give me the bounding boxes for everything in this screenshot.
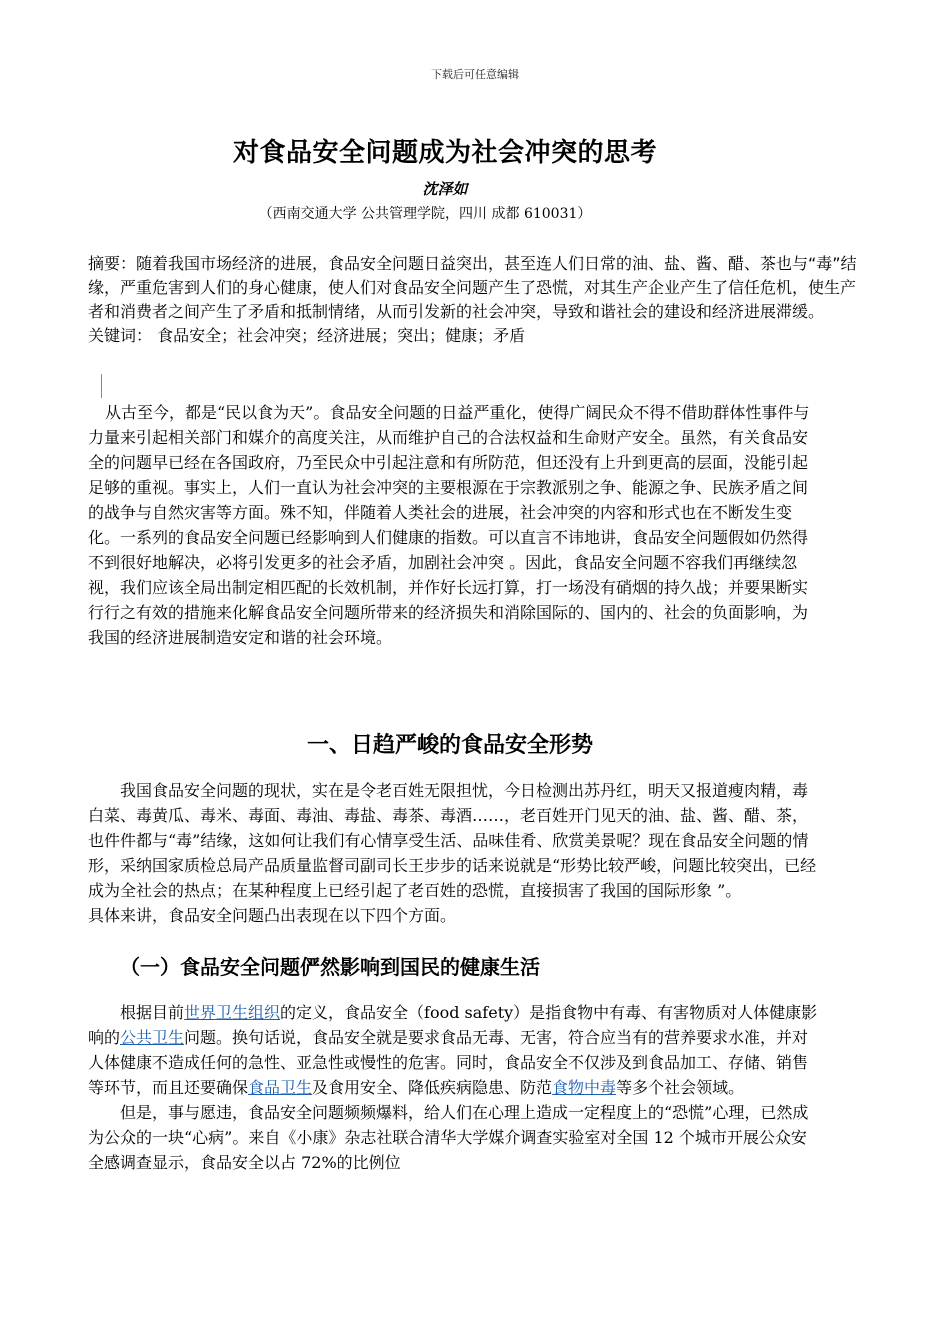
p1-text-1: 根据目前 (120, 1003, 185, 1022)
link-public-health[interactable]: 公共卫生 (120, 1028, 185, 1047)
link-who[interactable]: 世界卫生组织 (184, 1003, 281, 1022)
p1-text-4: 及食用安全、降低疾病隐患、防范 (312, 1078, 553, 1097)
author-affiliation: （西南交通大学 公共管理学院，四川 成都 610031） (258, 206, 592, 222)
text-cursor (101, 374, 102, 398)
subsection-1-paragraph-2: 但是，事与愿违，食品安全问题频频爆料，给人们在心理上造成一定程度上的“恐慌”心理，已然成为公众的一块“心病”。来自《小康》杂志社联合清华大学媒介调查实验室对全国 12 个城市开展公众安全感调查显示，食品安全以占 72%的比例位 (88, 1103, 809, 1172)
intro-paragraph: 从古至今，都是“民以食为天”。食品安全问题的日益严重化，使得广阔民众不得不借助群体性事件与力量来引起相关部门和媒介的高度关注，从而维护自己的合法权益和生命财产安全。虽然，有关食品安全的问题早已经在各国政府，乃至民众中引起注意和有所防范，但还没有上升到更高的层面，没能引起足够的重视。事实上，人们一直认为社会冲突的主要根源在于宗教派别之争、能源之争、民族矛盾之间的战争与自然灾害等方面。殊不知，伴随着人类社会的进展，社会冲突的内容和形式也在不断发生变化。一系列的食品安全问题已经影响到人们健康的指数。可以直言不讳地讲，食品安全问题假如仍然得不到很好地解决，必将引发更多的社会矛盾，加剧社会冲突 。因此，食品安全问题不容我们再继续忽视，我们应该全局出制定相匹配的长效机制，并作好长远打算，打一场没有硝烟的持久战；并要果断实行行之有效的措施来化解食品安全问题所带来的经济损失和消除国际的、国内的、社会的负面影响，为我国的经济进展制造安定和谐的社会环境。 (88, 403, 810, 647)
document-title: 对食品安全问题成为社会冲突的思考 (232, 138, 657, 168)
section-1-paragraph: 我国食品安全问题的现状，实在是令老百姓无限担忧，今日检测出苏丹红，明天又报道瘦肉精，毒白菜、毒黄瓜、毒米、毒面、毒油、毒盐、毒茶、毒酒……，老百姓开门见天的油、盐、酱、醋、茶，也件件都与“毒”结缘，这如何让我们有心情享受生活、品味佳肴、欣赏美景呢？现在食品安全问题的情形，采纳国家质检总局产品质量监督司副司长王步步的话来说就是“形势比较严峻，问题比较突出，已经成为全社会的热点；在某种程度上已经引起了老百姓的恐慌，直接损害了我国的国际形象 ”。 (88, 781, 817, 900)
page-header: 下载后可任意编辑 (431, 68, 519, 81)
subsection-1-body (88, 1000, 818, 1175)
section-heading-1: 一、日趋严峻的食品安全形势 (306, 733, 593, 758)
section-1-paragraph-tail: 具体来讲，食品安全问题凸出表现在以下四个方面。 (88, 906, 457, 925)
subsection-1-paragraph-1 (88, 1000, 818, 1100)
section-1-body (88, 778, 818, 928)
abstract-block (88, 252, 868, 348)
link-food-hygiene[interactable]: 食品卫生 (248, 1078, 313, 1097)
p1-text-5: 等多个社会领域。 (616, 1078, 745, 1097)
author-name: 沈泽如 (422, 180, 468, 198)
p1-text-3: 问题。换句话说，食品安全就是要求食品无毒、无害，符合应当有的营养要求水准，并对人体健康不造成任何的急性、亚急性或慢性的危害。同时，食品安全不仅涉及到食品加工、存储、销售等环节，而且还要确保 (88, 1028, 809, 1097)
subsection-heading-1: （一）食品安全问题俨然影响到国民的健康生活 (120, 955, 540, 979)
keywords-text: 关键词： 食品安全；社会冲突；经济进展；突出；健康；矛盾 (88, 326, 526, 345)
abstract-text: 摘要：随着我国市场经济的进展，食品安全问题日益突出，甚至连人们日常的油、盐、酱、醋、茶也与“毒”结缘，严重危害到人们的身心健康，使人们对食品安全问题产生了恐慌，对其生产企业产生了信任危机，使生产者和消费者之间产生了矛盾和抵制情绪，从而引发新的社会冲突，导致和谐社会的建设和经济进展滞缓。 (88, 254, 857, 321)
p1-text-2: 的定义，食品安全（food safety）是指食物中有毒、有害物质对人体健康影响的 (88, 1003, 818, 1047)
intro-section (88, 400, 818, 650)
link-food-poisoning[interactable]: 食物中毒 (552, 1078, 617, 1097)
